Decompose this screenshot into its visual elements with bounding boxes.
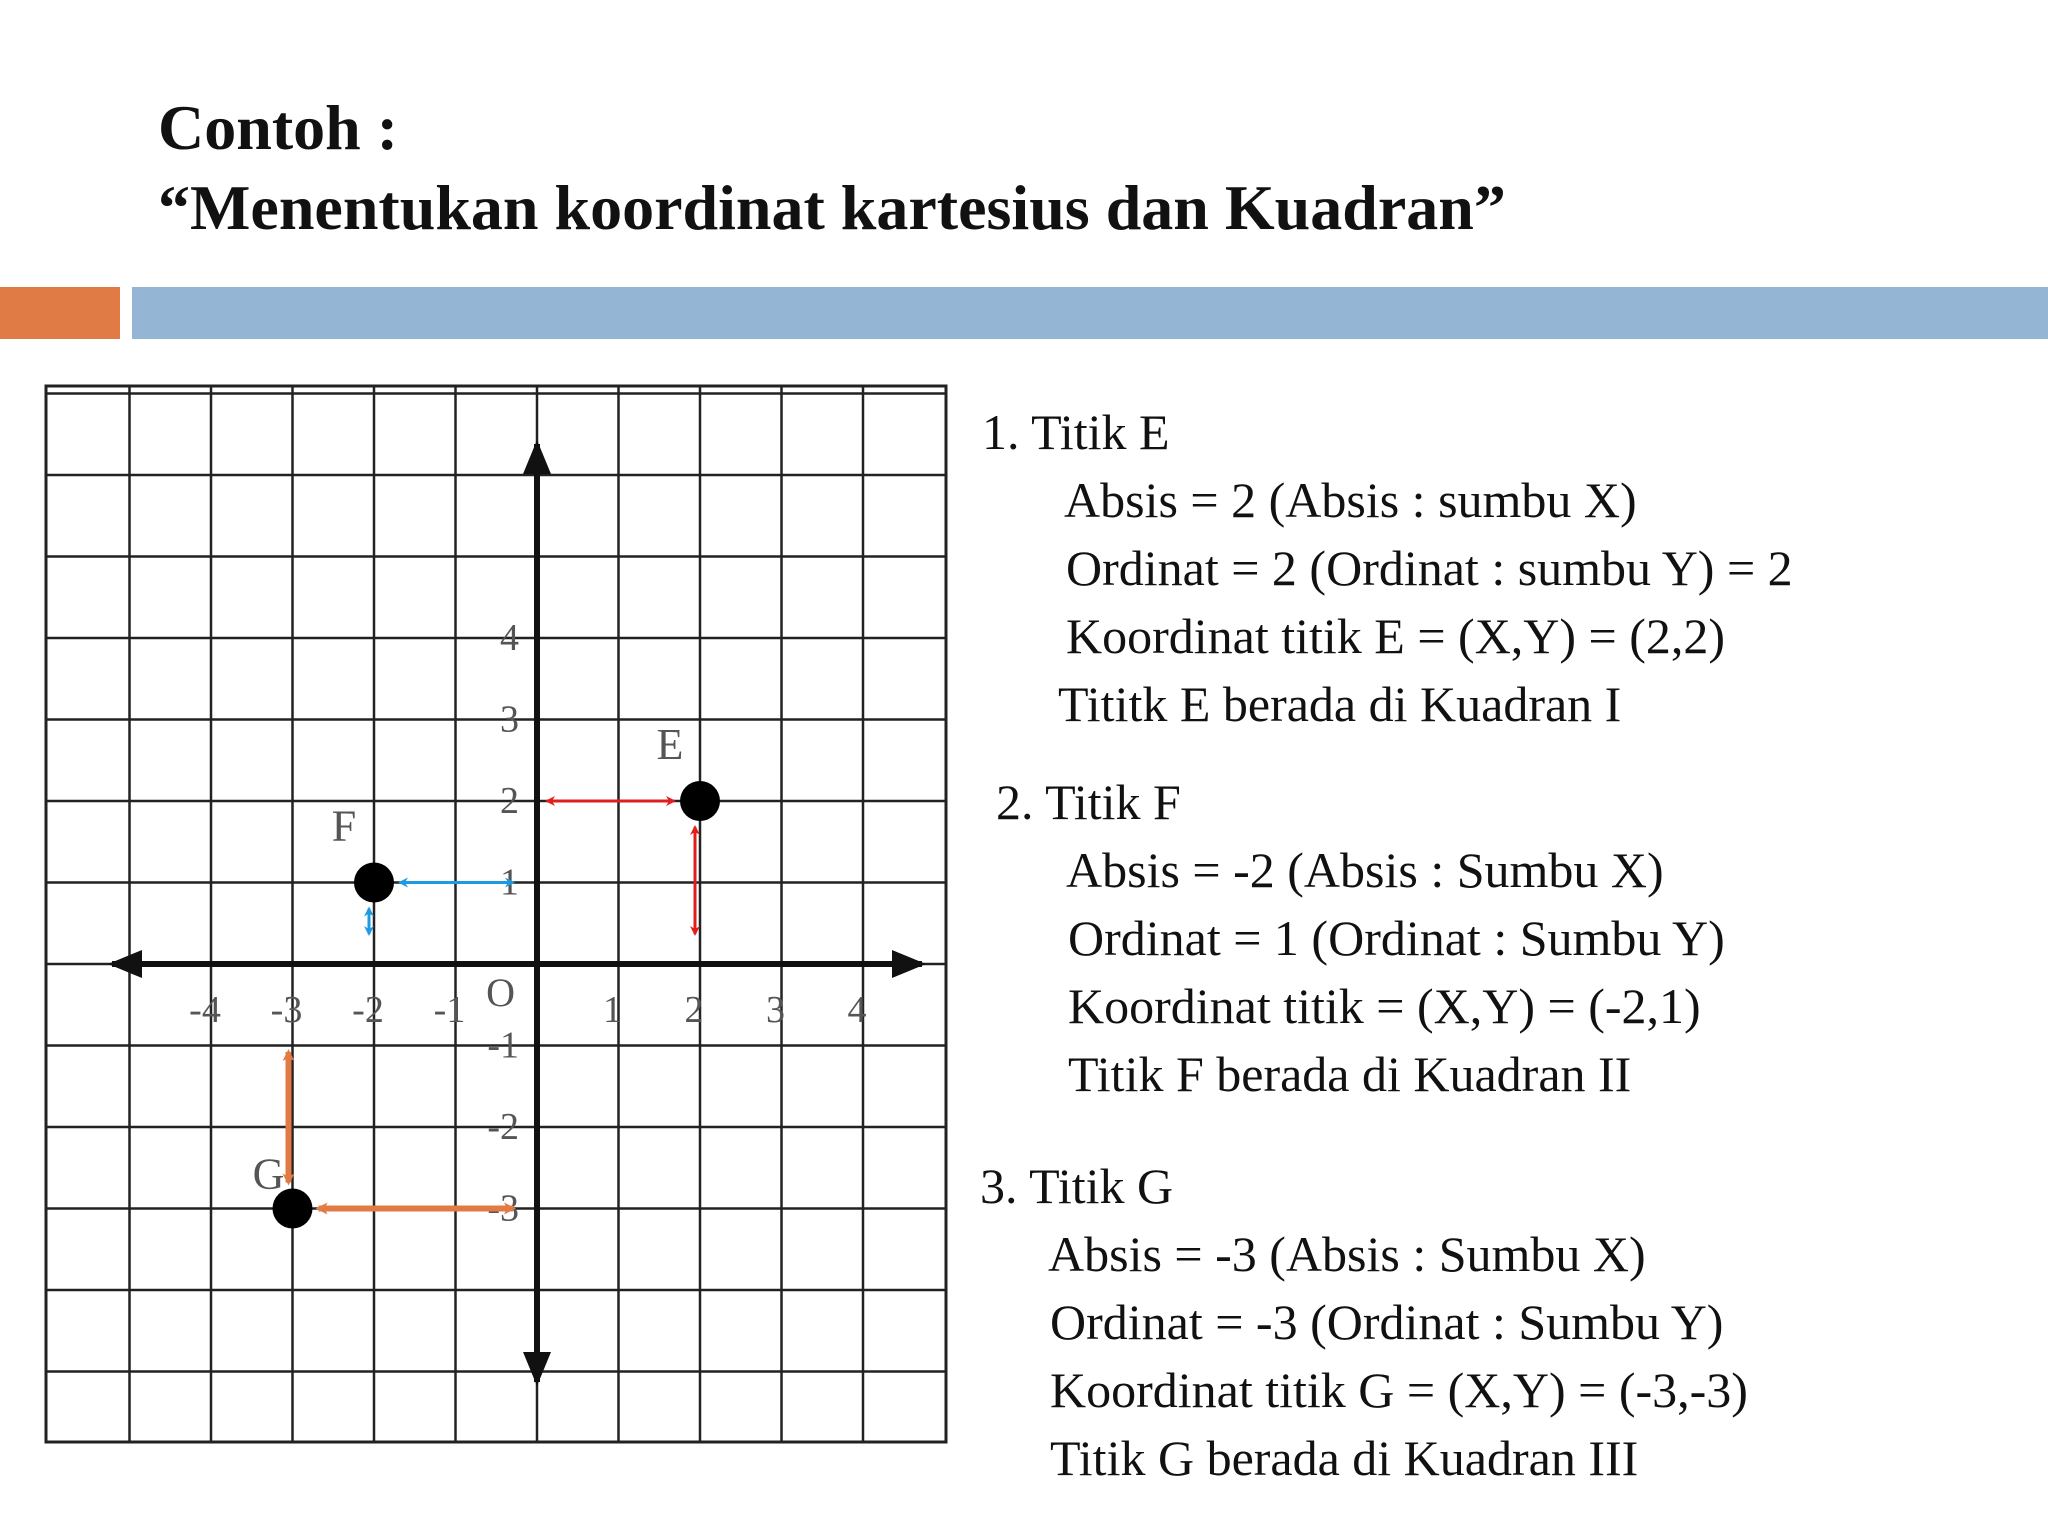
cartesian-diagram [44, 384, 948, 1444]
item-3-line-3: Koordinat titik G = (X,Y) = (-3,-3) [1050, 1362, 1748, 1418]
slide-title [158, 88, 1506, 248]
y-tick-label: -3 [487, 1187, 519, 1230]
header-bar [132, 287, 2048, 339]
grid [46, 386, 946, 1442]
item-3-line-2: Ordinat = -3 (Ordinat : Sumbu Y) [1050, 1294, 1724, 1350]
item-3-line-1: Absis = -3 (Absis : Sumbu X) [1048, 1226, 1646, 1282]
item-1-line-1: Absis = 2 (Absis : sumbu X) [1064, 472, 1637, 528]
item-2-line-4: Titik F berada di Kuadran II [1068, 1046, 1632, 1102]
item-1-heading: 1. Titik E [982, 404, 1170, 460]
item-2-heading: 2. Titik F [996, 774, 1181, 830]
point-e [680, 781, 720, 821]
x-tick-label: 3 [766, 989, 785, 1031]
item-2-line-2: Ordinat = 1 (Ordinat : Sumbu Y) [1068, 910, 1725, 966]
y-tick-label: 1 [500, 861, 519, 904]
item-1-line-4: Tititk E berada di Kuadran I [1058, 676, 1622, 732]
x-tick-label: 4 [847, 989, 867, 1031]
y-tick-label: 2 [500, 780, 519, 822]
item-2-line-3: Koordinat titik = (X,Y) = (-2,1) [1068, 978, 1701, 1034]
x-tick-label: 1 [603, 989, 622, 1031]
y-tick-label: -2 [487, 1106, 519, 1148]
origin-label: O [486, 970, 515, 1015]
axes [112, 444, 922, 1382]
item-2-line-1: Absis = -2 (Absis : Sumbu X) [1066, 842, 1664, 898]
x-tick-label: -3 [270, 989, 303, 1031]
x-tick-label: -4 [189, 989, 221, 1031]
item-1-line-2: Ordinat = 2 (Ordinat : sumbu Y) = 2 [1066, 540, 1793, 596]
point-label-f: F [331, 801, 357, 851]
title-line-1: Contoh : [158, 92, 399, 163]
grid-border [46, 386, 946, 1442]
point-f [354, 863, 394, 903]
item-3-heading: 3. Titik G [980, 1158, 1174, 1214]
y-tick-label: 4 [500, 617, 519, 659]
point-label-g: G [252, 1149, 285, 1199]
x-tick-label: 2 [684, 989, 704, 1031]
y-tick-label: -1 [487, 1024, 519, 1067]
item-3-line-4: Titik G berada di Kuadran III [1050, 1430, 1639, 1486]
x-tick-label: -1 [433, 989, 466, 1031]
accent-bar [0, 287, 120, 339]
point-label-e: E [656, 720, 684, 769]
item-1-line-3: Koordinat titik E = (X,Y) = (2,2) [1066, 608, 1726, 664]
y-tick-label: 3 [500, 698, 519, 741]
x-tick-label: -2 [352, 989, 384, 1031]
title-line-2: “Menentukan koordinat kartesius dan Kuadran” [158, 172, 1506, 243]
